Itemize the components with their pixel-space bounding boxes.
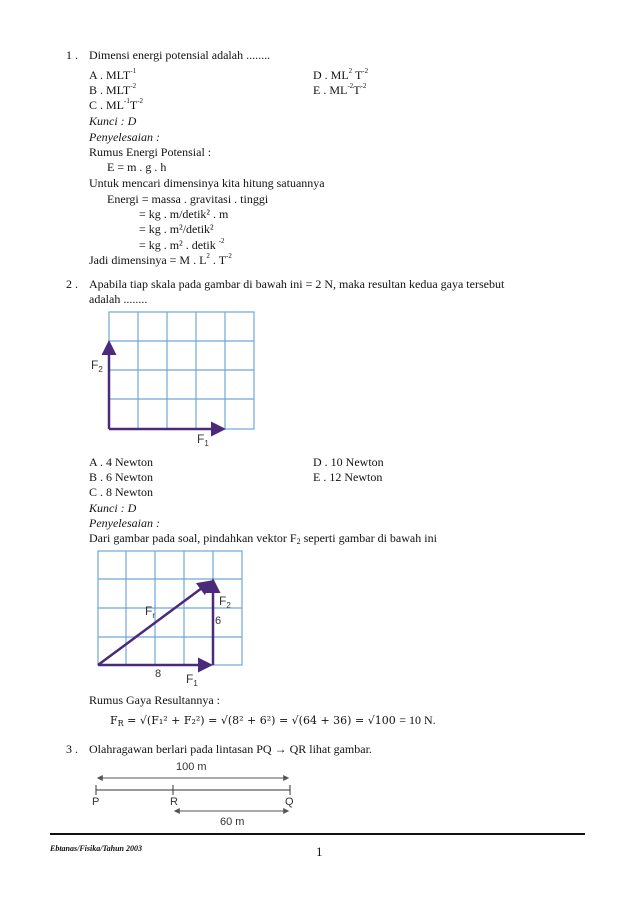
q2-explain: Dari gambar pada soal, pindahkan vektor $F_2$ seperti gambar di bawah ini bbox=[89, 531, 437, 546]
q1-option-b: B . $MLT^{-2}$ bbox=[89, 82, 137, 97]
q1-line1: Untuk mencari dimensinya kita hitung satuannya bbox=[89, 176, 325, 190]
distance-60m-label: 60 m bbox=[220, 816, 245, 828]
q2-option-a: A . 4 Newton bbox=[89, 455, 153, 469]
q1-question: Dimensi energi potensial adalah ........ bbox=[89, 48, 271, 62]
q2-penyelesaian: Penyelesaian : bbox=[89, 516, 160, 530]
footer-source: Ebtanas/Fisika/Tahun 2003 bbox=[50, 844, 142, 853]
q1-line2: Energi = massa . gravitasi . tinggi bbox=[107, 192, 269, 206]
q2-number: 2 . bbox=[66, 277, 78, 291]
fr-label: $F_r$ bbox=[145, 604, 156, 620]
q2-option-e: E . 12 Newton bbox=[313, 470, 383, 484]
q1-rumus: E = m . g . h bbox=[107, 160, 167, 174]
q2-option-c: C . 8 Newton bbox=[89, 485, 153, 499]
q3-question: Olahragawan berlari pada lintasan PQ → QR lihat gambar. bbox=[89, 742, 372, 756]
page-number: 1 bbox=[316, 844, 323, 859]
q1-rumus-label: Rumus Energi Potensial : bbox=[89, 145, 212, 159]
q1-kunci: Kunci : D bbox=[89, 114, 137, 128]
q1-option-d: D . $ML^2$ $T^{-2}$ bbox=[313, 67, 369, 82]
fr-vector bbox=[98, 582, 210, 665]
q2-figure-resultant bbox=[92, 547, 252, 687]
distance-100m-label: 100 m bbox=[176, 761, 207, 773]
q2-fig1-grid bbox=[109, 312, 254, 429]
q1-option-e: E . $ML^{-2}T^{-2}$ bbox=[313, 82, 367, 97]
q1-option-c: C . $ML^{-1}T^{-2}$ bbox=[89, 97, 144, 112]
q1-line4: = kg . m²/detik² bbox=[139, 222, 214, 236]
q1-line3: = kg . m/detik² . m bbox=[139, 207, 229, 221]
six-label: 6 bbox=[215, 615, 222, 627]
q2-option-d: D . 10 Newton bbox=[313, 455, 384, 469]
q3-number: 3 . bbox=[66, 742, 78, 756]
point-q-label: Q bbox=[285, 796, 294, 808]
q1-line5: = kg . m² . detik $^{-2}$ bbox=[139, 237, 225, 252]
f2-label: $F_2$ bbox=[91, 358, 103, 374]
point-r-label: R bbox=[170, 796, 178, 808]
point-p-label: P bbox=[92, 796, 100, 808]
q2-formula: $F_R = √(F_1^2 + F_2^2) = √(8^2 + 6^2) = √(64 + 36) = √100 = 10$ N. bbox=[110, 713, 436, 728]
q1-penyelesaian: Penyelesaian : bbox=[89, 130, 160, 144]
f2-moved-label: $F_2$ bbox=[219, 594, 231, 610]
f1-label-2: $F_1$ bbox=[186, 672, 198, 688]
q3-figure-track bbox=[88, 758, 298, 830]
q1-option-a: A . $MLT^{-1}$ bbox=[89, 67, 137, 82]
q2-question-line1: Apabila tiap skala pada gambar di bawah ini = 2 N, maka resultan kedua gaya tersebut bbox=[89, 277, 505, 291]
q2-kunci: Kunci : D bbox=[89, 501, 137, 515]
q1-jadi: Jadi dimensinya = M . $L^2$ . $T^{-2}$ bbox=[89, 252, 232, 267]
q2-option-b: B . 6 Newton bbox=[89, 470, 153, 484]
eight-label: 8 bbox=[155, 668, 162, 680]
q2-rumus-label: Rumus Gaya Resultannya : bbox=[89, 693, 220, 707]
q2-question-line2: adalah ........ bbox=[89, 292, 148, 306]
f1-label: $F_1$ bbox=[197, 432, 209, 448]
footer-rule bbox=[50, 833, 585, 835]
q2-figure-vectors bbox=[85, 305, 265, 450]
q1-number: 1 . bbox=[66, 48, 78, 62]
